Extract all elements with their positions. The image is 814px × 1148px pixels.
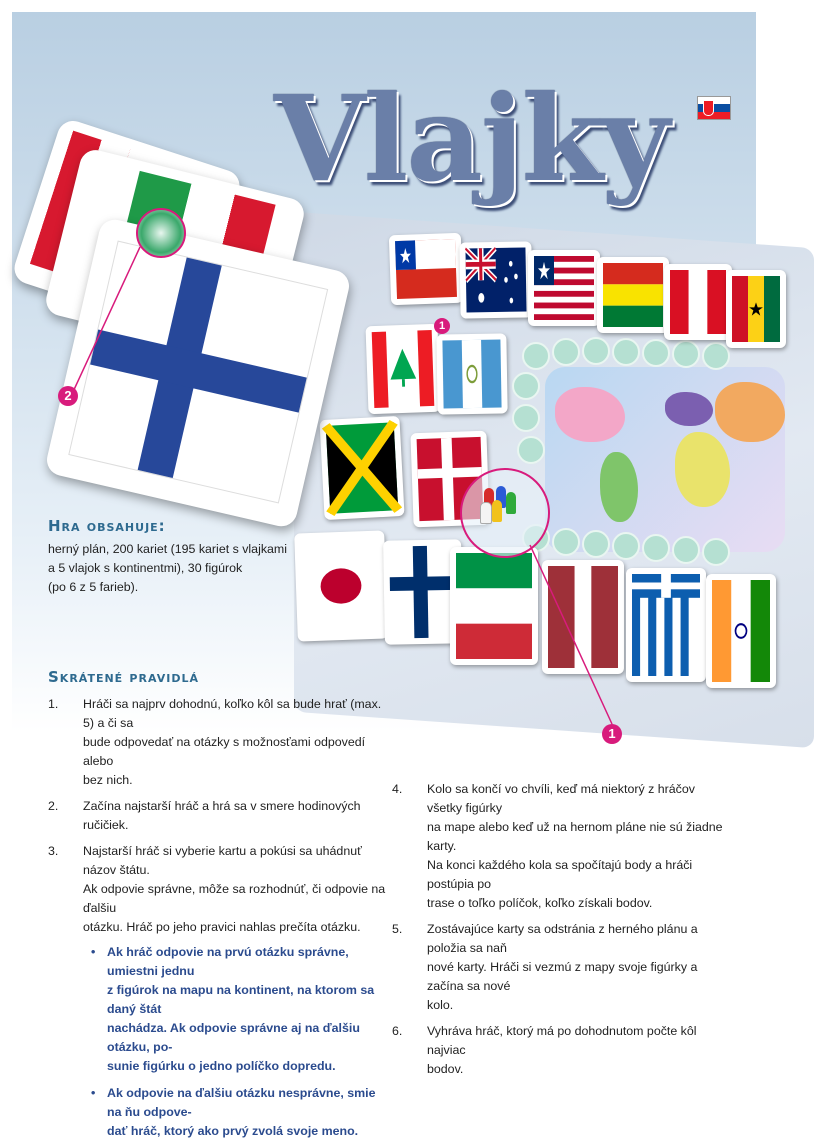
greece-flag-icon [632,574,700,676]
rule-number: 6. [392,1024,403,1038]
guatemala-flag-icon [442,339,501,408]
finland-flag-icon [389,545,457,638]
rule-line: bude odpovedať na otázky s možnosťami odpovedí alebo [83,735,366,768]
italy-flag-icon [456,553,532,659]
south-america-shape [600,452,638,522]
track-space [672,536,700,564]
track-space [672,340,700,368]
contents-line: (po 6 z 5 farieb). [48,580,139,594]
bolivia-flag-icon [603,263,663,327]
flag-card-chile [389,233,463,305]
europe-shape [665,392,713,426]
track-space [582,530,610,558]
callout-1-bottom: 1 [602,724,622,744]
track-space [582,337,610,365]
bullet-line: nachádza. Ak odpovie správne aj na ďalšiu otázku, po- [107,1021,360,1054]
bullet-dot-icon: • [91,1086,96,1100]
rule-line: bodov. [427,1062,464,1076]
rule-number: 5. [392,922,403,936]
game-title: Vlajky [274,69,668,208]
track-space [552,528,580,556]
track-space [612,532,640,560]
rule-line: kolo. [427,998,454,1012]
finland-flag-icon [68,241,328,504]
flag-card-lebanon [365,324,440,414]
flag-card-liberia [528,250,600,326]
rule-line: Kolo sa končí vo chvíli, keď má niektorý z hráčov všetky figúrky [427,782,695,815]
chile-flag-icon [395,239,457,299]
track-space [612,338,640,366]
ghana-flag-icon [732,276,780,342]
latvia-flag-icon [548,566,618,668]
rule-line: bez nich. [83,773,133,787]
flag-card-greece [626,568,706,682]
rule-bullet [83,1084,388,1141]
track-space [702,538,730,566]
flag-card-guatemala [436,333,507,414]
flag-card-india [706,574,776,688]
rule-number: 1. [48,697,59,711]
contents-text [48,540,308,597]
flag-card-ghana [726,270,786,348]
lebanon-flag-icon [372,330,435,408]
australia-flag-icon [465,247,526,312]
contents-line: herný plán, 200 kariet (195 kariet s vlajkami [48,542,287,556]
flag-card-japan [294,530,388,641]
world-map [545,367,785,552]
liberia-flag-icon [534,256,594,320]
rule-number: 4. [392,782,403,796]
flag-card-italy [450,547,538,665]
rules-heading: Skrátené pravidlá [48,668,199,686]
rule-item [392,920,732,1015]
rule-item [48,695,388,790]
rule-line: otázku. Hráč po jeho pravici nahlas prečíta otázku. [83,920,361,934]
rule-item [48,842,388,1141]
contents-line: a 5 vlajok s kontinentmi), 30 figúrok [48,561,243,575]
flag-card-australia [459,241,532,318]
rule-bullet [83,943,388,1076]
rule-line: na mape alebo keď už na hernom pláne nie sú žiadne karty. [427,820,723,853]
track-space [522,342,550,370]
rulebook-page [12,12,756,1138]
india-flag-icon [712,580,770,682]
rule-line: Hráči sa najprv dohodnú, koľko kôl sa bude hrať (max. 5) a či sa [83,697,382,730]
rule-line: Vyhráva hráč, ktorý má po dohodnutom počte kôl najviac [427,1024,697,1057]
bullet-dot-icon: • [91,945,96,959]
flag-card-bolivia [597,257,669,333]
jamaica-flag-icon [326,422,399,513]
north-america-shape [555,387,625,442]
rule-number: 3. [48,844,59,858]
track-space [642,339,670,367]
figure-green [506,492,516,514]
track-space [512,404,540,432]
rules-list-right [392,780,732,1086]
track-space [552,338,580,366]
player-figures [460,468,550,558]
flag-card-jamaica [319,416,404,520]
rule-item [392,780,732,913]
rule-line: Ak odpovie správne, môže sa rozhodnúť, či odpovie na ďalšiu [83,882,386,915]
callout-2: 2 [58,386,78,406]
bullet-line: sunie figúrku o jedno políčko dopredu. [107,1059,336,1073]
track-space [512,372,540,400]
rule-line: Začína najstarší hráč a hrá sa v smere hodinových ručičiek. [83,799,361,832]
track-space [642,534,670,562]
figure-white [480,502,492,524]
callout-1-top: 1 [434,318,450,334]
flag-card-peru [664,264,732,340]
track-space [517,436,545,464]
contents-heading: Hra obsahuje: [48,517,166,535]
japan-flag-icon [300,537,381,636]
bullet-line: Ak odpovie na ďalšiu otázku nesprávne, smie na ňu odpove- [107,1086,376,1119]
slovakia-flag-icon [697,96,731,120]
bullet-line: z figúrok na mapu na kontinent, na ktorom sa daný štát [107,983,375,1016]
asia-shape [715,382,785,442]
rule-bullets [83,943,388,1141]
peru-flag-icon [670,270,726,334]
rules-list-left [48,695,388,1148]
card-corner-highlight [136,208,186,258]
rule-number: 2. [48,799,59,813]
rule-line: trase o toľko políčok, koľko získali bodov. [427,896,653,910]
track-space [702,342,730,370]
figure-yellow [492,500,502,522]
rule-line: nové karty. Hráči si vezmú z mapy svoje figúrky a začína sa nové [427,960,698,993]
rule-line: Najstarší hráč si vyberie kartu a pokúsi sa uhádnuť názov štátu. [83,844,362,877]
rule-line: Zostávajúce karty sa odstránia z herného plánu a položia sa naň [427,922,698,955]
rule-item [392,1022,732,1079]
bullet-line: Ak hráč odpovie na prvú otázku správne, umiestni jednu [107,945,349,978]
rule-line: Na konci každého kola sa spočítajú body a hráči postúpia po [427,858,693,891]
rule-item [48,797,388,835]
africa-shape [675,432,730,507]
bullet-line: dať hráč, ktorý ako prvý zvolá svoje meno. [107,1124,359,1138]
flag-card-latvia [542,560,624,674]
